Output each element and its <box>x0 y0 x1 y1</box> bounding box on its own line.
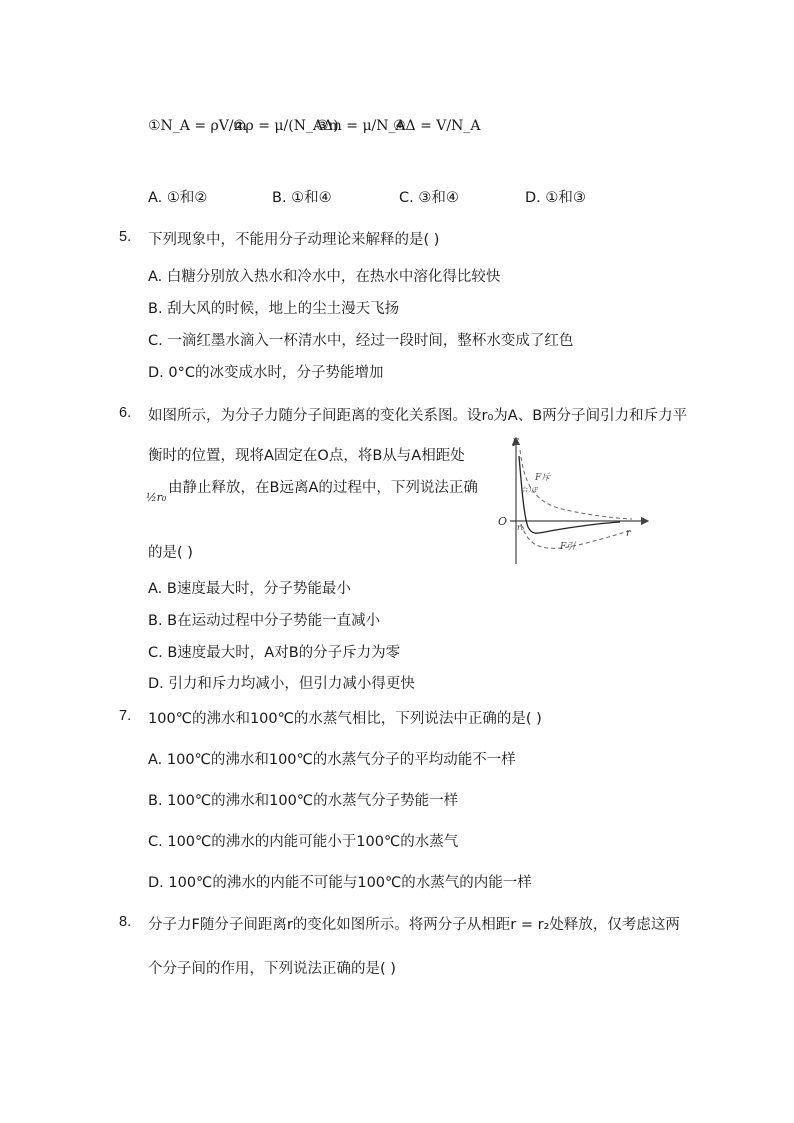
q7-option-b[interactable]: B. 100℃的沸水和100℃的水蒸气分子势能一样 <box>148 793 459 809</box>
option-text: ③和④ <box>418 190 459 206</box>
question-stem-line3: 由静止释放，在B远离A的过程中，下列说法正确 <box>168 480 478 496</box>
attractive-force-curve <box>521 524 632 548</box>
question-stem-line1: 如图所示，为分子力随分子间距离的变化关系图。设r₀为A、B两分子间引力和斥力平 <box>148 408 688 424</box>
origin-label: O <box>498 515 508 528</box>
question-number: 7. <box>119 708 132 724</box>
x-axis-label: r <box>626 528 631 539</box>
r0-label: r₀ <box>517 523 525 532</box>
option-letter: A. <box>148 190 163 206</box>
q4-option-c[interactable] <box>399 186 459 207</box>
option-letter: C. <box>399 190 414 206</box>
q5-option-b[interactable]: B. 刮大风的时候，地上的尘土漫天飞扬 <box>148 301 400 317</box>
q4-option-a[interactable] <box>148 186 207 207</box>
question-stem-line1: 分子力F随分子间距离r的变化如图所示。将两分子从相距r = r₂处释放，仅考虑这两 <box>148 917 680 933</box>
q6-option-c[interactable]: C. B速度最大时，A对B的分子斥力为零 <box>148 645 401 661</box>
force-distance-graph <box>492 432 654 568</box>
option-text: ①和④ <box>291 190 332 206</box>
question-stem-line4: 的是( ) <box>148 545 193 561</box>
formula-3: ③m = μ/N_A <box>316 118 406 134</box>
question-stem-line2: 个分子间的作用，下列说法正确的是( ) <box>148 961 396 977</box>
q5-option-a[interactable]: A. 白糖分别放入热水和冷水中，在热水中溶化得比较快 <box>148 269 501 285</box>
q7-option-a[interactable]: A. 100℃的沸水和100℃的水蒸气分子的平均动能不一样 <box>148 752 516 768</box>
option-text: ①和③ <box>545 190 586 206</box>
q6-option-a[interactable]: A. B速度最大时，分子势能最小 <box>148 581 351 597</box>
q4-option-b[interactable] <box>272 186 332 207</box>
attractive-label: F引 <box>560 542 576 552</box>
formula-4: ④Δ = V/N_A <box>393 118 481 134</box>
net-force-curve <box>519 456 620 533</box>
q6-option-d[interactable]: D. 引力和斥力均减小，但引力减小得更快 <box>148 676 415 692</box>
repulsive-force-curve <box>520 450 632 519</box>
repulsive-label: F斥 <box>535 473 551 483</box>
question-number: 8. <box>119 914 132 930</box>
option-text: ①和② <box>166 190 208 206</box>
question-stem: 下列现象中，不能用分子动理论来解释的是( ) <box>148 232 440 248</box>
net-force-label: 合力F <box>522 487 539 494</box>
question-number: 5. <box>119 229 132 245</box>
formula-1: ①N_A = ρV/m <box>148 118 247 134</box>
q6-option-b[interactable]: B. B在运动过程中分子势能一直减小 <box>148 613 381 629</box>
q4-option-d[interactable] <box>525 186 586 207</box>
half-r0-fraction: ½r₀ <box>146 491 167 504</box>
option-letter: D. <box>525 190 541 206</box>
q7-option-c[interactable]: C. 100℃的沸水的内能可能小于100℃的水蒸气 <box>148 834 459 850</box>
option-letter: B. <box>272 190 287 206</box>
q7-option-d[interactable]: D. 100℃的沸水的内能不可能与100℃的水蒸气的内能一样 <box>148 875 532 891</box>
question-stem-line2: 衡时的位置，现将A固定在O点，将B从与A相距处 <box>148 448 465 464</box>
question-stem: 100℃的沸水和100℃的水蒸气相比，下列说法中正确的是( ) <box>148 711 542 727</box>
q5-option-c[interactable]: C. 一滴红墨水滴入一杯清水中，经过一段时间，整杯水变成了红色 <box>148 333 574 349</box>
question-number: 6. <box>119 405 132 421</box>
q5-option-d[interactable]: D. 0°C的冰变成水时，分子势能增加 <box>148 365 384 381</box>
formula-2: ②ρ = μ/(N_AΔ) <box>233 118 339 134</box>
y-axis-label: F <box>512 438 519 449</box>
